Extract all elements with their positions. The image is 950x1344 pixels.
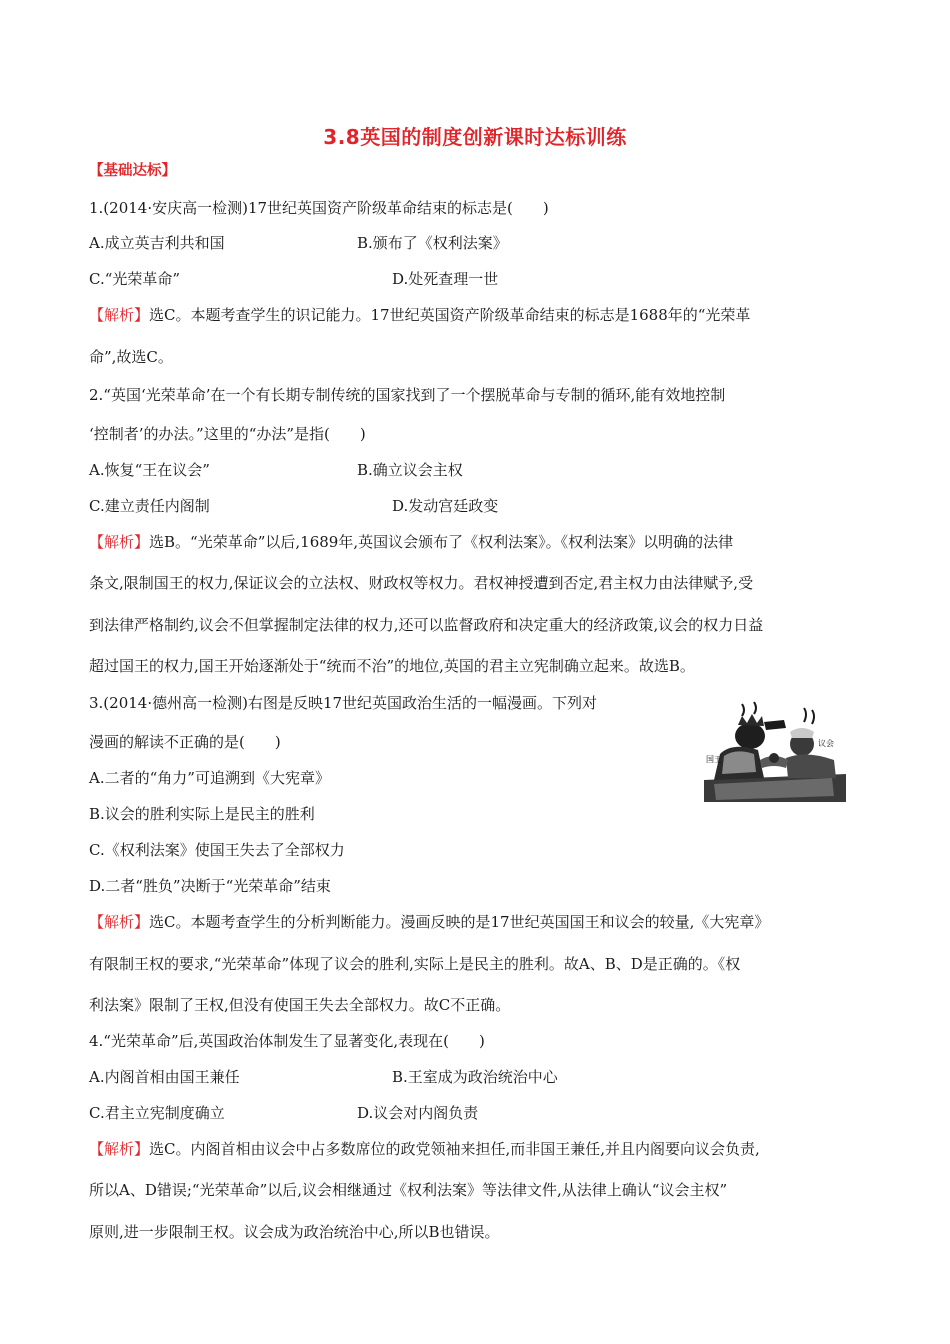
q1-explanation-line-2: 命”,故选C。 [89, 348, 173, 366]
q3-explanation-text: 选C。本题考查学生的分析判断能力。漫画反映的是17世纪英国国王和议会的较量,《大宪章》 [149, 913, 770, 931]
q3-option-a: A.二者的“角力”可追溯到《大宪章》 [89, 769, 330, 787]
q2-explanation-line-3: 到法律严格制约,议会不但掌握制定法律的权力,还可以监督政府和决定重大的经济政策,议会的权力日益 [89, 616, 764, 634]
q3-option-c: C.《权利法案》使国王失去了全部权力 [89, 841, 345, 859]
q2-analysis-tag: 【解析】 [89, 533, 150, 551]
q1-analysis-tag: 【解析】 [89, 306, 150, 324]
q3-option-d: D.二者“胜负”决断于“光荣革命”结束 [89, 877, 331, 895]
q4-explanation-text: 选C。内阁首相由议会中占多数席位的政党领袖来担任,而非国王兼任,并且内阁要向议会负责, [149, 1140, 760, 1158]
q1-stem: 1.(2014·安庆高一检测)17世纪英国资产阶级革命结束的标志是( ) [89, 199, 549, 217]
q3-explanation-line-1 [89, 912, 769, 932]
section-heading: 【基础达标】 [89, 163, 176, 179]
q3-stem-line-1: 3.(2014·德州高一检测)右图是反映17世纪英国政治生活的一幅漫画。下列对 [89, 694, 598, 712]
q4-option-a: A.内阁首相由国王兼任 [89, 1068, 240, 1086]
q2-explanation-line-2: 条文,限制国王的权力,保证议会的立法权、财政权等权力。君权神授遭到否定,君主权力由法律赋予,受 [89, 574, 754, 592]
q1-option-a: A.成立英吉利共和国 [89, 234, 225, 252]
q2-option-c: C.建立责任内阁制 [89, 497, 210, 515]
q2-explanation-line-4: 超过国王的权力,国王开始逐渐处于“统而不治”的地位,英国的君主立宪制确立起来。故选B。 [89, 657, 695, 675]
q4-option-b: B.王室成为政治统治中心 [392, 1068, 558, 1086]
q2-stem-line-1: 2.“英国‘光荣革命’在一个有长期专制传统的国家找到了一个摆脱革命与专制的循环,能有效地控制 [89, 386, 726, 404]
q1-option-c: C.“光荣革命” [89, 270, 181, 288]
q4-option-d: D.议会对内阁负责 [357, 1104, 479, 1122]
q3-explanation-line-2: 有限制王权的要求,“光荣革命”体现了议会的胜利,实际上是民主的胜利。故A、B、D是正确的。《权 [89, 955, 741, 973]
q2-option-a: A.恢复“王在议会” [89, 461, 210, 479]
q3-stem-line-2: 漫画的解读不正确的是( ) [89, 733, 281, 751]
cartoon-label-king: 国王 [706, 755, 722, 764]
q3-analysis-tag: 【解析】 [89, 913, 150, 931]
q1-option-d: D.处死查理一世 [392, 270, 499, 288]
q1-explanation-line-1 [89, 305, 750, 325]
q1-option-b: B.颁布了《权利法案》 [357, 234, 508, 252]
king-parliament-cartoon [702, 698, 848, 802]
q2-explanation-line-1 [89, 532, 733, 552]
page-title: 3.8英国的制度创新课时达标训练 [323, 125, 627, 149]
q2-explanation-text: 选B。“光荣革命”以后,1689年,英国议会颁布了《权利法案》。《权利法案》以明确的法律 [149, 533, 734, 551]
q3-explanation-line-3: 利法案》限制了王权,但没有使国王失去全部权力。故C不正确。 [89, 996, 511, 1014]
q4-stem: 4.“光荣革命”后,英国政治体制发生了显著变化,表现在( ) [89, 1032, 485, 1050]
cartoon-label-parliament: 议会 [818, 739, 834, 748]
q4-explanation-line-1 [89, 1139, 760, 1159]
q2-stem-line-2: ‘控制者’的办法。”这里的“办法”是指( ) [89, 425, 366, 443]
q4-explanation-line-3: 原则,进一步限制王权。议会成为政治统治中心,所以B也错误。 [89, 1223, 500, 1241]
q2-option-b: B.确立议会主权 [357, 461, 463, 479]
q3-option-b: B.议会的胜利实际上是民主的胜利 [89, 805, 315, 823]
q4-option-c: C.君主立宪制度确立 [89, 1104, 225, 1122]
q1-explanation-text: 选C。本题考查学生的识记能力。17世纪英国资产阶级革命结束的标志是1688年的“光荣革 [149, 306, 751, 324]
q2-option-d: D.发动宫廷政变 [392, 497, 499, 515]
q4-analysis-tag: 【解析】 [89, 1140, 150, 1158]
q4-explanation-line-2: 所以A、D错误;“光荣革命”以后,议会相继通过《权利法案》等法律文件,从法律上确认“议会主权” [89, 1181, 728, 1199]
